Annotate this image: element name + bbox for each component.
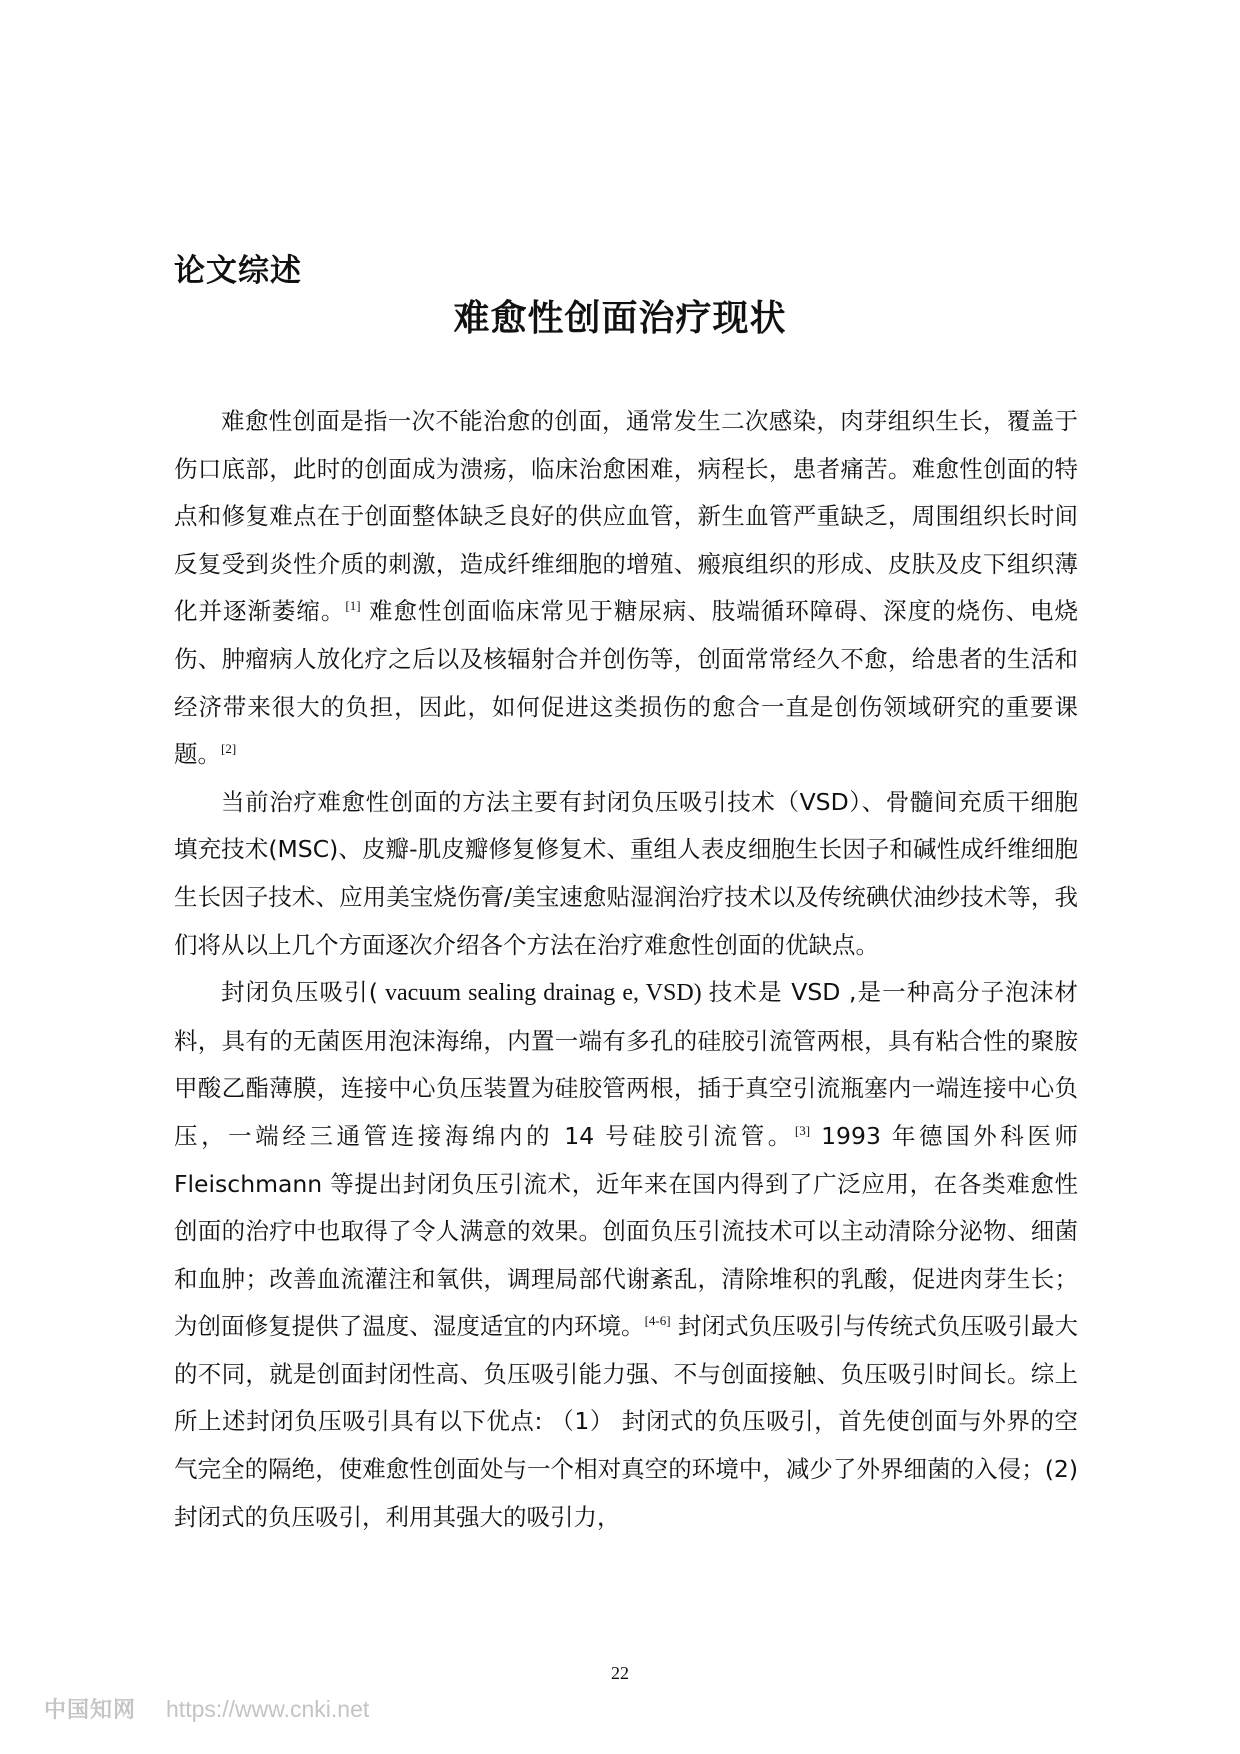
vsd-term-english: vacuum sealing drainag e, VSD) <box>377 980 709 1007</box>
page-number: 22 <box>611 1663 629 1683</box>
paragraph-2-text: 当前治疗难愈性创面的方法主要有封闭负压吸引技术（VSD）、骨髓间充质干细胞填充技术(MSC)、皮瓣-肌皮瓣修复修复术、重组人表皮细胞生长因子和碱性成纤维细胞生长因子技术、应用美宝烧伤膏/美宝速愈贴湿润治疗技术以及传统碘伏油纱技术等，我们将从以上几个方面逐次介绍各个方法在治疗难愈性创面的优缺点。 <box>174 787 1078 959</box>
paper-title: 难愈性创面治疗现状 <box>453 298 787 339</box>
paragraph-3-text-d: 封闭式负压吸引与传统式负压吸引最大的不同，就是创面封闭性高、负压吸引能力强、不与创面接触、负压吸引时间长。综上所上述封闭负压吸引具有以下优点: （1） 封闭式的负压吸引，首先使创面与外界的空气完全的隔绝，使难愈性创面处与一个相对真空的环境中，减少了外界细菌的入侵；(2) 封闭式的负压吸引，利用其强大的吸引力， <box>174 1312 1078 1531</box>
paragraph-3 <box>174 969 1078 1541</box>
citation-4-6: [4-6] <box>644 1313 671 1329</box>
paragraph-1-text-b: 难愈性创面临床常见于糖尿病、肢端循环障碍、深度的烧伤、电烧伤、肿瘤病人放化疗之后以及核辐射合并创伤等，创面常常经久不愈，给患者的生活和经济带来很大的负担，因此，如何促进这类损伤的愈合一直是创伤领域研究的重要课题。 <box>174 597 1078 769</box>
paragraph-2 <box>174 779 1078 969</box>
section-label: 论文综述 <box>174 253 302 289</box>
cnki-watermark <box>44 1693 369 1724</box>
article-body <box>174 398 1078 1541</box>
paragraph-1-text-a: 难愈性创面是指一次不能治愈的创面，通常发生二次感染，肉芽组织生长，覆盖于伤口底部，此时的创面成为溃疡，临床治愈困难，病程长，患者痛苦。难愈性创面的特点和修复难点在于创面整体缺乏良好的供应血管，新生血管严重缺乏，周围组织长时间反复受到炎性介质的刺激，造成纤维细胞的增殖、瘢痕组织的形成、皮肤及皮下组织薄化并逐渐萎缩。 <box>174 407 1078 626</box>
paragraph-1 <box>174 398 1078 779</box>
paragraph-3-text-c: 1993 年德国外科医师 Fleischmann 等提出封闭负压引流术，近年来在国内得到了广泛应用，在各类难愈性创面的治疗中也取得了令人满意的效果。创面负压引流技术可以主动清除分泌物、细菌和血肿；改善血流灌注和氧供，调理局部代谢紊乱，清除堆积的乳酸，促进肉芽生长；为创面修复提供了温度、湿度适宜的内环境。 <box>174 1121 1078 1341</box>
cnki-logo: 中国知网 <box>44 1698 137 1723</box>
paragraph-3-text-b: 技术是 VSD ,是一种高分子泡沫材料，具有的无菌医用泡沫海绵，内置一端有多孔的硅胶引流管两根，具有粘合性的聚胺甲酸乙酯薄膜，连接中心负压装置为硅胶管两根，插于真空引流瓶塞内一端连接中心负压，一端经三通管连接海绵内的 14 号硅胶引流管。 <box>174 978 1079 1150</box>
citation-2: [2] <box>221 741 237 757</box>
citation-3: [3] <box>794 1122 811 1138</box>
citation-1: [1] <box>345 598 361 614</box>
paragraph-3-text-a: 封闭负压吸引( <box>221 978 378 1007</box>
cnki-url: https://www.cnki.net <box>166 1696 370 1722</box>
